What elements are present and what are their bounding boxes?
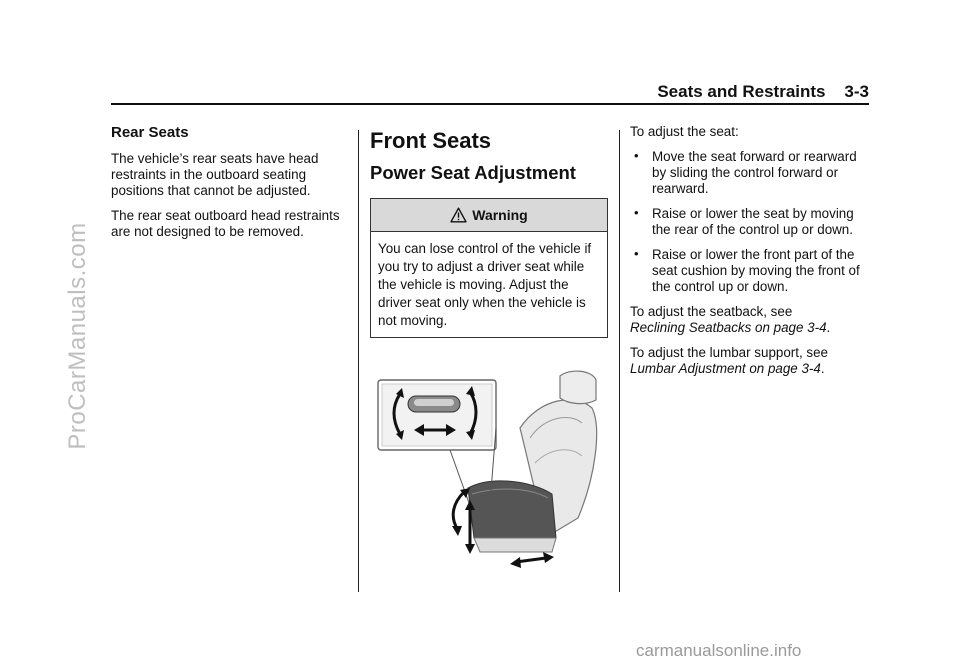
adjust-list bbox=[630, 149, 870, 295]
seatback-paragraph bbox=[630, 304, 870, 336]
rear-seats-paragraph-1: The vehicle’s rear seats have head restraints in the outboard seating positions that cannot be adjusted. bbox=[111, 151, 319, 198]
list-item bbox=[630, 247, 870, 295]
page-number: 3-3 bbox=[844, 82, 869, 101]
warning-box bbox=[370, 198, 608, 338]
column-divider-2 bbox=[619, 130, 620, 592]
lumbar-reference-link[interactable]: Lumbar Adjustment on page 3-4 bbox=[630, 361, 821, 376]
power-seat-heading: Power Seat Adjustment bbox=[370, 162, 576, 183]
lumbar-paragraph bbox=[630, 345, 870, 377]
seat-cushion bbox=[468, 481, 556, 543]
seatback-period: . bbox=[826, 320, 831, 335]
seatback-text: To adjust the seatback, see bbox=[630, 304, 793, 319]
rear-seats-heading: Rear Seats bbox=[111, 124, 189, 141]
seatback-reference-link[interactable]: Reclining Seatbacks on page 3-4 bbox=[630, 320, 827, 335]
headrest bbox=[560, 371, 596, 404]
rear-seats-paragraph-2: The rear seat outboard head restraints are not designed to be removed. bbox=[111, 208, 340, 239]
column-rear-seats bbox=[111, 124, 345, 249]
page-header bbox=[111, 82, 869, 104]
list-item bbox=[630, 206, 870, 238]
lumbar-text: To adjust the lumbar support, see bbox=[630, 345, 828, 360]
list-item-text: Raise or lower the seat by moving the rear of the control up or down. bbox=[652, 206, 854, 237]
warning-icon bbox=[450, 207, 467, 223]
column-divider-1 bbox=[358, 130, 359, 592]
bullet-icon: • bbox=[634, 205, 639, 220]
cushion-tilt-arrow bbox=[453, 492, 464, 530]
list-item-text: Move the seat forward or rearward by sliding the control forward or rearward. bbox=[652, 149, 857, 196]
bullet-icon: • bbox=[634, 246, 639, 261]
side-watermark bbox=[60, 0, 96, 672]
warning-body: You can lose control of the vehicle if you try to adjust a driver seat while the vehicle is moving. Adjust the driver seat only when the vehicle is not moving. bbox=[378, 241, 592, 328]
warning-header bbox=[371, 199, 607, 232]
page-title bbox=[657, 82, 869, 102]
list-item bbox=[630, 149, 870, 197]
warning-title: Warning bbox=[472, 207, 528, 223]
column-adjust-seat bbox=[630, 124, 870, 386]
header-rule bbox=[111, 103, 869, 105]
seat-slide-arrow bbox=[516, 558, 546, 562]
section-title: Seats and Restraints bbox=[657, 82, 826, 101]
bottom-watermark: carmanualsonline.info bbox=[636, 641, 802, 660]
bullet-icon: • bbox=[634, 148, 639, 163]
power-seat-illustration bbox=[370, 368, 608, 578]
adjust-intro: To adjust the seat: bbox=[630, 124, 739, 139]
lumbar-period: . bbox=[820, 361, 825, 376]
seat-base bbox=[474, 538, 556, 552]
column-front-seats bbox=[370, 124, 608, 583]
side-watermark-text: ProCarManuals.com bbox=[64, 222, 91, 450]
front-seats-heading: Front Seats bbox=[370, 128, 492, 153]
list-item-text: Raise or lower the front part of the seat cushion by moving the front of the control up or down. bbox=[652, 247, 860, 294]
